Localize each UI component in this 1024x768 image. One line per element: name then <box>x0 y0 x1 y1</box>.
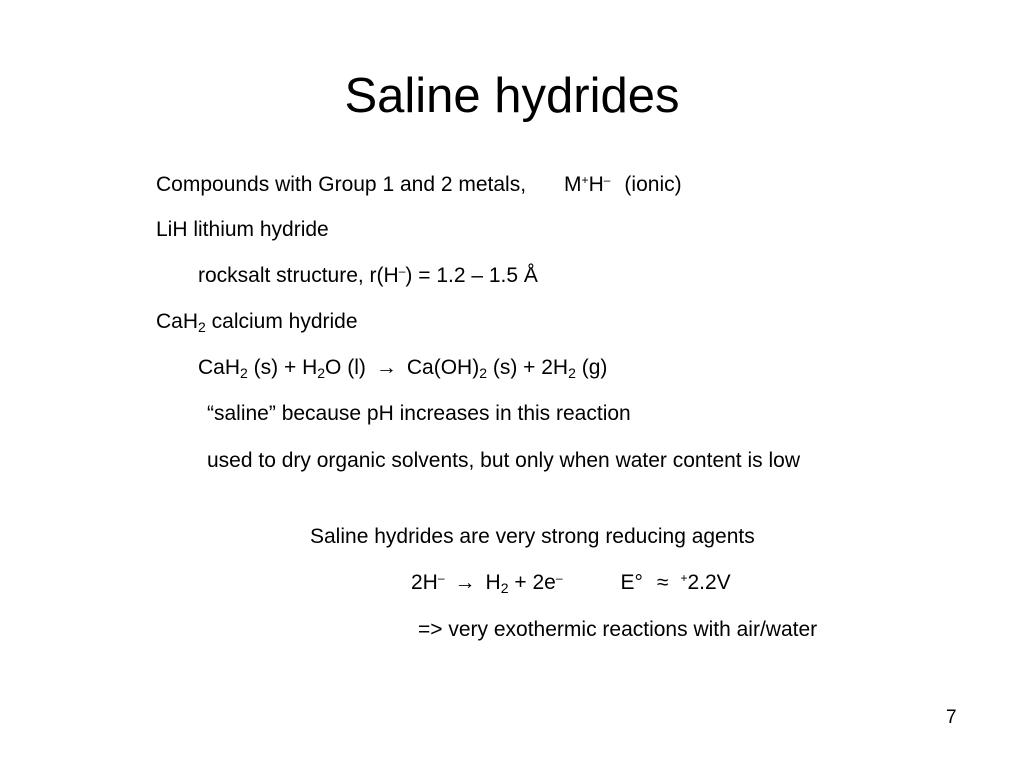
half-h: H <box>485 571 501 594</box>
half-lhs: 2H <box>411 571 438 594</box>
line-saline-ph: “saline” because pH increases in this reaction <box>207 402 631 425</box>
line-rocksalt <box>198 263 538 289</box>
reaction-cah: CaH <box>198 356 241 379</box>
line-reaction <box>198 355 607 381</box>
potential-plus: + <box>680 571 688 585</box>
compounds-text: Compounds with Group 1 and 2 metals, <box>156 173 527 196</box>
half-sub: 2 <box>500 580 509 596</box>
reaction-sub4: 2 <box>568 365 576 381</box>
reaction-part3: (s) + 2H <box>487 356 569 379</box>
line-lih: LiH lithium hydride <box>156 218 329 241</box>
reaction-sub1: 2 <box>240 365 248 381</box>
cah2-suffix: calcium hydride <box>205 310 358 333</box>
slide-title: Saline hydrides <box>344 69 680 123</box>
line-half-reaction <box>411 570 731 596</box>
potential-label: E° <box>620 571 643 594</box>
page-number: 7 <box>946 707 957 728</box>
reaction-part4: (g) <box>575 356 608 379</box>
cah2-prefix: CaH <box>156 310 199 333</box>
half-plus-e: + 2e <box>508 571 556 594</box>
half-minus1: – <box>437 571 445 585</box>
formula-h: H <box>588 173 604 196</box>
line-cah2 <box>156 309 358 335</box>
plus-charge: + <box>581 173 589 187</box>
rocksalt-minus: – <box>398 264 406 278</box>
formula-m: M <box>564 173 582 196</box>
rocksalt-suffix: ) = 1.2 – 1.5 Å <box>405 264 538 287</box>
line-compounds <box>156 172 682 198</box>
reaction-part2: O (l) <box>325 356 366 379</box>
line-reducing-agents: Saline hydrides are very strong reducing agents <box>310 525 755 548</box>
reaction-part1: (s) + H <box>247 356 318 379</box>
half-minus2: – <box>555 571 563 585</box>
line-dry-solvents: used to dry organic solvents, but only when water content is low <box>207 449 800 472</box>
cah2-sub: 2 <box>198 319 206 335</box>
minus-charge: – <box>603 173 611 187</box>
approx-sign: ≈ <box>656 571 669 594</box>
half-arrow-icon: → <box>454 571 476 594</box>
reaction-caoh: Ca(OH) <box>406 356 480 379</box>
line-exothermic: => very exothermic reactions with air/water <box>418 618 818 641</box>
reaction-sub2: 2 <box>317 365 326 381</box>
rocksalt-prefix: rocksalt structure, r(H <box>198 264 399 287</box>
potential-value: 2.2V <box>687 571 731 594</box>
reaction-sub3: 2 <box>479 365 487 381</box>
reaction-arrow-icon: → <box>375 356 397 379</box>
ionic-label: (ionic) <box>624 173 682 196</box>
